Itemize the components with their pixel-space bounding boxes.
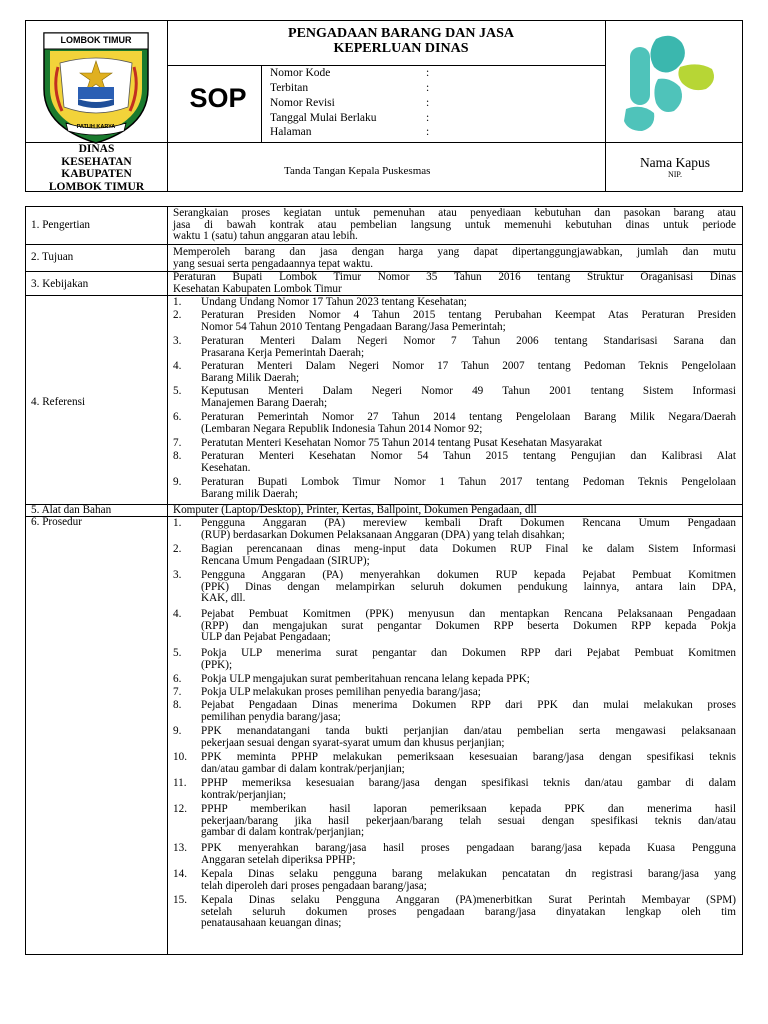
list-number: 13. bbox=[173, 842, 187, 854]
department-line: KESEHATAN bbox=[61, 155, 132, 168]
text-line: Keputusan Menteri Dalam Negeri Nomor 49 Tahun 2001 tentang Sistem Informasi bbox=[201, 385, 736, 397]
list-number: 1. bbox=[173, 296, 182, 308]
list-number: 7. bbox=[173, 686, 182, 698]
list-item bbox=[201, 544, 736, 567]
department-line: LOMBOK TIMUR bbox=[48, 180, 145, 193]
list-number: 6. bbox=[173, 411, 182, 423]
text-line: PPK menandatangani tanda bukti perjanjian dan/atau pembelian serta mengawasi pelaksanaan bbox=[201, 725, 736, 737]
text-line: Kepala Dinas selaku pengguna barang melakukan pencatatan dn registrasi barang/jasa yang bbox=[201, 868, 736, 880]
list-number: 5. bbox=[173, 647, 182, 659]
text-line: pemilihan penydia barang/jasa; bbox=[201, 710, 341, 723]
sop-header bbox=[25, 20, 743, 192]
text-line: penatausahaan keuangan dinas; bbox=[201, 917, 342, 930]
list-number: 4. bbox=[173, 608, 182, 620]
kemenkes-logo bbox=[606, 27, 743, 139]
table-column-divider bbox=[167, 207, 168, 954]
health-ministry-logo-icon bbox=[606, 27, 743, 139]
list-item bbox=[201, 804, 736, 839]
kapus-name: Nama Kapus bbox=[639, 155, 711, 170]
sop-content-table bbox=[25, 206, 743, 955]
text-line: Barang Milik Daerah; bbox=[201, 371, 300, 384]
list-item bbox=[201, 843, 736, 866]
list-number: 4. bbox=[173, 360, 182, 372]
text-line: telah diperoleh dari proses pengadaan barang/jasa; bbox=[201, 879, 427, 892]
text-line: Peratutan Menteri Kesehatan Nomor 75 Tahun 2014 tentang Pusat Kesehatan Masyarakat bbox=[201, 437, 603, 449]
meta-colon: : bbox=[426, 126, 430, 138]
text-line: ULP dan Pejabat Pengadaan; bbox=[201, 631, 331, 644]
text-line: Pokja ULP mengajukan surat pemberitahuan rencana lelang kepada PPK; bbox=[201, 673, 530, 685]
document-title bbox=[196, 26, 606, 56]
text-line: pekerjaan sesuai dengan syarat-syarat umum dan khusus perjanjian; bbox=[201, 736, 505, 749]
text-line: Pengguna Anggaran (PA) mereview kembali Draft Dokumen Rencana Umum Pengadaan bbox=[201, 517, 736, 529]
list-number: 15. bbox=[173, 894, 187, 906]
text-line: Pengguna Anggaran (PA) menyerahkan dokumen RUP kepada Pejabat Pembuat Komitmen bbox=[201, 569, 736, 581]
nip-label: NIP. bbox=[667, 170, 682, 179]
text-line: Anggaran setelah diperiksa PPHP; bbox=[201, 853, 356, 866]
meta-colon: : bbox=[426, 82, 430, 94]
text-line: gambar di dalam kontrak/perjanjian; bbox=[201, 826, 365, 839]
text-line: Peraturan Menteri Kesehatan Nomor 54 Tahun 2015 tentang Pengujian dan Kalibrasi Alat bbox=[201, 450, 736, 462]
table-row-divider bbox=[26, 244, 742, 245]
section-content-tujuan bbox=[173, 247, 736, 270]
section-label-kebijakan: 3. Kebijakan bbox=[31, 278, 89, 290]
text-line: Peraturan Presiden Nomor 4 Tahun 2015 tentang Perubahan Keempat Atas Peraturan Presiden bbox=[201, 309, 736, 321]
meta-colon: : bbox=[426, 112, 430, 124]
list-number: 14. bbox=[173, 868, 187, 880]
list-number: 11. bbox=[173, 777, 187, 789]
signature-label: Tanda Tangan Kepala Puskesmas bbox=[284, 165, 431, 177]
text-line: PPHP memberikan hasil laporan pemeriksaan kepada PPK dan menerima hasil bbox=[201, 803, 736, 815]
list-item bbox=[201, 336, 736, 359]
list-item bbox=[201, 412, 736, 435]
section-label-alat-bahan: 5. Alat dan Bahan bbox=[31, 504, 112, 516]
list-item bbox=[201, 310, 736, 333]
logo-caption-bottom: PATUH KARYA bbox=[76, 124, 116, 130]
section-content-alat-bahan: Komputer (Laptop/Desktop), Printer, Kertas, Ballpoint, Dokumen Pengadaan, dll bbox=[173, 504, 537, 516]
list-number: 6. bbox=[173, 673, 182, 685]
header-divider bbox=[167, 65, 605, 66]
text-line: Kesehatan. bbox=[201, 461, 251, 474]
department-name bbox=[26, 143, 167, 193]
lombok-timur-logo bbox=[38, 27, 154, 147]
list-item bbox=[201, 869, 736, 892]
logo-caption-top: LOMBOK TIMUR bbox=[60, 35, 132, 45]
list-number: 10. bbox=[173, 751, 187, 763]
list-number: 2. bbox=[173, 543, 182, 555]
list-number: 3. bbox=[173, 569, 182, 581]
section-label-prosedur: 6. Prosedur bbox=[31, 516, 82, 528]
text-line: KAK, dll. bbox=[201, 592, 246, 605]
list-number: 7. bbox=[173, 437, 182, 449]
sop-label: SOP bbox=[189, 83, 247, 113]
text-line: (PPK); bbox=[201, 658, 233, 671]
meta-label-nomor-revisi: Nomor Revisi bbox=[270, 97, 335, 109]
text-line: Kepala Dinas selaku Pengguna Anggaran (PA)menerbitkan Surat Perintah Membayar (SPM) bbox=[201, 894, 736, 906]
list-number: 1. bbox=[173, 517, 182, 529]
meta-colon: : bbox=[426, 97, 430, 109]
list-number: 8. bbox=[173, 450, 182, 462]
list-number: 12. bbox=[173, 803, 187, 815]
list-number: 2. bbox=[173, 309, 182, 321]
list-item bbox=[201, 609, 736, 644]
list-item bbox=[201, 386, 736, 409]
text-line: (RUP) berdasarkan Dokumen Pelaksanaan Anggaran (DPA) yang telah disahkan; bbox=[201, 528, 565, 541]
text-line: Kesehatan Kabupaten Lombok Timur bbox=[173, 282, 342, 295]
text-line: Peraturan Menteri Dalam Negeri Nomor 7 Tahun 2006 tentang Standarisasi Sarana dan bbox=[201, 335, 736, 347]
section-label-referensi: 4. Referensi bbox=[31, 396, 86, 408]
list-number: 3. bbox=[173, 335, 182, 347]
list-item bbox=[201, 726, 736, 749]
department-line: DINAS bbox=[78, 143, 115, 155]
text-line: Peraturan Bupati Lombok Timur Nomor 35 Tahun 2016 tentang Struktur Oraganisasi Dinas bbox=[173, 271, 736, 283]
department-line: KABUPATEN bbox=[61, 168, 132, 180]
text-line: Barang milik Daerah; bbox=[201, 487, 298, 500]
text-line: Memperoleh barang dan jasa dengan harga yang dapat dipertanggungjawabkan, jumlah dan mutu bbox=[173, 246, 736, 258]
meta-colon: : bbox=[426, 67, 430, 79]
section-label-pengertian: 1. Pengertian bbox=[31, 219, 91, 231]
text-line: Peraturan Bupati Lombok Timur Nomor 1 Tahun 2017 tentang Pedoman Teknis Pengelolaan bbox=[201, 476, 736, 488]
meta-label-nomor-kode: Nomor Kode bbox=[270, 67, 331, 79]
text-line: Pokja ULP menerima surat pengantar dan Dokumen RPP dari Pejabat Pembuat Komitmen bbox=[201, 647, 736, 659]
text-line: setelah seluruh dokumen proses pengadaan barang/jasa dinyatakan lengkap oleh tim bbox=[201, 905, 736, 918]
text-line: jasa di bawah kontrak atau pembelian langsung untuk memenuhi kebutuhan dinas untuk periode bbox=[173, 218, 736, 231]
text-line: Pejabat Pengadaan Dinas menerima Dokumen RPP dari PPK dan mulai melakukan proses bbox=[201, 699, 736, 711]
text-line: (PPK) Dinas dengan melampirkan seluruh dokumen pendukung lainnya, antara lain DPA, bbox=[201, 580, 736, 593]
text-line: (RPP) dan mengajukan surat pengantar Dokumen RPP beserta Dokumen RPP kepada Pokja bbox=[201, 619, 736, 632]
section-content-kebijakan bbox=[173, 272, 736, 295]
list-item bbox=[201, 570, 736, 605]
text-line: (Lembaran Negara Republik Indonesia Tahun 2014 Nomor 92; bbox=[201, 422, 483, 435]
text-line: PPK meminta PPHP melakukan pemeriksaan kesesuaian barang/jasa dengan spesifikasi teknis bbox=[201, 751, 736, 763]
list-item bbox=[201, 361, 736, 384]
text-line: Manajemen Barang Daerah; bbox=[201, 396, 328, 409]
text-line: Peraturan Pemerintah Nomor 27 Tahun 2014 tentang Pengelolaan Barang Milik Negara/Daerah bbox=[201, 411, 736, 423]
list-number: 5. bbox=[173, 385, 182, 397]
meta-label-terbitan: Terbitan bbox=[270, 82, 309, 94]
text-line: kontrak/perjanjian; bbox=[201, 788, 287, 801]
text-line: Serangkaian proses kegiatan untuk pemenuhan atau penyediaan kebutuhan dan pasokan barang atau bbox=[173, 207, 736, 219]
text-line: Prasarana Kerja Pemerintah Daerah; bbox=[201, 346, 365, 359]
list-item bbox=[201, 700, 736, 723]
text-line: yang sesuai serta pengadaannya tepat waktu. bbox=[173, 257, 374, 270]
title-line: KEPERLUAN DINAS bbox=[333, 41, 469, 56]
text-line: Rencana Umum Pengadaan (SIRUP); bbox=[201, 554, 370, 567]
section-content-pengertian bbox=[173, 208, 736, 243]
text-line: pekerjaan/barang jika hasil pekerjaan/barang telah sesuai dengan spesifikasi teknis dan/atau bbox=[201, 814, 736, 827]
list-item bbox=[201, 674, 736, 686]
list-item bbox=[201, 451, 736, 474]
section-label-tujuan: 2. Tujuan bbox=[31, 251, 74, 263]
text-line: Undang Undang Nomor 17 Tahun 2023 tentang Kesehatan; bbox=[201, 296, 467, 308]
list-item bbox=[201, 778, 736, 801]
text-line: Bagian perencanaan dinas meng-input data Dokumen RUP Final ke dalam Sistem Informasi bbox=[201, 543, 736, 555]
text-line: dan/atau gambar di dalam kontrak/perjanjian; bbox=[201, 762, 405, 775]
title-line: PENGADAAN BARANG DAN JASA bbox=[288, 26, 514, 41]
text-line: Pejabat Pembuat Komitmen (PPK) menyusun dan mentapkan Rencana Pelaksanaan Pengadaan bbox=[201, 608, 736, 620]
list-item bbox=[201, 518, 736, 541]
list-item bbox=[201, 297, 736, 309]
text-line: waktu 1 (satu) tahun anggaran atau lebih. bbox=[173, 230, 358, 243]
text-line: Peraturan Menteri Dalam Negeri Nomor 17 Tahun 2007 tentang Pedoman Teknis Pengelolaan bbox=[201, 360, 736, 372]
list-item bbox=[201, 895, 736, 930]
list-item bbox=[201, 687, 736, 699]
list-item bbox=[201, 438, 736, 450]
text-line: PPK menyerahkan barang/jasa hasil proses pengadaan barang/jasa kepada Kuasa Pengguna bbox=[201, 842, 736, 854]
list-number: 8. bbox=[173, 699, 182, 711]
list-number: 9. bbox=[173, 476, 182, 488]
list-item bbox=[201, 477, 736, 500]
text-line: Nomor 54 Tahun 2010 Tentang Pengadaan Barang/Jasa Pemerintah; bbox=[201, 320, 506, 333]
list-item bbox=[201, 648, 736, 671]
header-divider bbox=[261, 65, 262, 143]
list-item bbox=[201, 752, 736, 775]
list-number: 9. bbox=[173, 725, 182, 737]
meta-label-tanggal-berlaku: Tanggal Mulai Berlaku bbox=[270, 112, 377, 124]
meta-label-halaman: Halaman bbox=[270, 126, 312, 138]
header-divider bbox=[167, 21, 168, 192]
text-line: PPHP memeriksa kesesuaian barang/jasa dengan spesifikasi teknis dan/atau gambar di dalam bbox=[201, 777, 736, 789]
text-line: Pokja ULP melakukan proses pemilihan penyedia barang/jasa; bbox=[201, 686, 481, 698]
